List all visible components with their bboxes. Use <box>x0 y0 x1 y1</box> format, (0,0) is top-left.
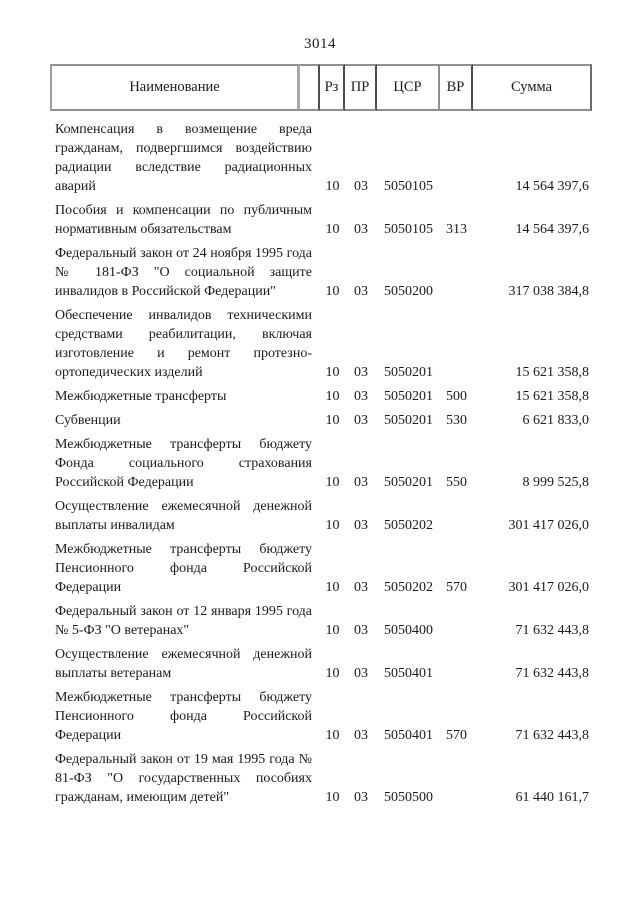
row-name-cell: Межбюджетные трансферты бюджету Фонда социального страхования Российской Федерации <box>55 437 312 490</box>
table-row <box>50 688 592 745</box>
row-sum-cell: 71 632 443,8 <box>515 666 589 681</box>
row-csr-cell: 5050200 <box>384 284 433 299</box>
row-sum-cell: 61 440 161,7 <box>515 790 589 805</box>
table-row <box>50 435 592 492</box>
table-row <box>50 602 592 640</box>
row-rz-cell: 10 <box>325 179 340 194</box>
row-name-cell: Федеральный закон от 12 января 1995 года № 5-ФЗ "О ветеранах" <box>55 604 312 638</box>
row-sum-cell: 14 564 397,6 <box>515 222 589 237</box>
row-name-cell: Межбюджетные трансферты <box>55 389 227 404</box>
row-pr-cell: 03 <box>354 580 368 595</box>
row-pr-cell: 03 <box>354 518 368 533</box>
row-name-cell: Межбюджетные трансферты бюджету Пенсионного фонда Российской Федерации <box>55 690 312 743</box>
row-vr-cell: 500 <box>446 389 467 404</box>
row-rz-cell: 10 <box>325 389 340 404</box>
header-vr: ВР <box>440 64 473 111</box>
row-pr-cell: 03 <box>354 179 368 194</box>
row-vr-cell: 550 <box>446 475 467 490</box>
row-rz-cell: 10 <box>325 623 340 638</box>
row-sum-cell: 6 621 833,0 <box>522 413 589 428</box>
row-sum-cell: 71 632 443,8 <box>515 728 589 743</box>
row-pr-cell: 03 <box>354 475 368 490</box>
table-row <box>50 201 592 239</box>
row-pr-cell: 03 <box>354 222 368 237</box>
row-name-cell: Осуществление ежемесячной денежной выплаты ветеранам <box>55 647 312 681</box>
row-csr-cell: 5050201 <box>384 413 433 428</box>
header-sum: Сумма <box>473 64 592 111</box>
row-name-cell: Компенсация в возмещение вреда гражданам, подвергшимся воздействию радиации вследствие радиационных аварий <box>55 122 312 194</box>
table-body <box>50 111 592 807</box>
row-name-cell: Субвенции <box>55 413 121 428</box>
row-rz-cell: 10 <box>325 222 340 237</box>
row-csr-cell: 5050105 <box>384 179 433 194</box>
row-rz-cell: 10 <box>325 580 340 595</box>
row-csr-cell: 5050401 <box>384 666 433 681</box>
page-number: 3014 <box>304 36 336 52</box>
row-csr-cell: 5050201 <box>384 475 433 490</box>
header-csr: ЦСР <box>377 64 440 111</box>
table-row <box>50 387 592 406</box>
table-row <box>50 497 592 535</box>
row-pr-cell: 03 <box>354 284 368 299</box>
row-csr-cell: 5050400 <box>384 623 433 638</box>
row-csr-cell: 5050105 <box>384 222 433 237</box>
row-sum-cell: 14 564 397,6 <box>515 179 589 194</box>
row-rz-cell: 10 <box>325 365 340 380</box>
row-sum-cell: 8 999 525,8 <box>522 475 589 490</box>
row-pr-cell: 03 <box>354 365 368 380</box>
row-vr-cell: 570 <box>446 728 467 743</box>
table-row <box>50 244 592 301</box>
header-spacer <box>300 64 320 111</box>
row-name-cell: Осуществление ежемесячной денежной выплаты инвалидам <box>55 499 312 533</box>
table-row <box>50 120 592 196</box>
header-pr: ПР <box>345 64 377 111</box>
row-pr-cell: 03 <box>354 389 368 404</box>
row-pr-cell: 03 <box>354 623 368 638</box>
row-name-cell: Федеральный закон от 24 ноября 1995 года № 181-ФЗ "О социальной защите инвалидов в Российской Федерации" <box>55 246 312 299</box>
row-rz-cell: 10 <box>325 728 340 743</box>
row-pr-cell: 03 <box>354 790 368 805</box>
table-row <box>50 411 592 430</box>
row-rz-cell: 10 <box>325 790 340 805</box>
row-name-cell: Межбюджетные трансферты бюджету Пенсионного фонда Российской Федерации <box>55 542 312 595</box>
header-rz: Рз <box>320 64 345 111</box>
row-vr-cell: 530 <box>446 413 467 428</box>
row-rz-cell: 10 <box>325 413 340 428</box>
table-header-row <box>50 64 592 111</box>
row-rz-cell: 10 <box>325 518 340 533</box>
row-csr-cell: 5050201 <box>384 365 433 380</box>
row-pr-cell: 03 <box>354 413 368 428</box>
table-row <box>50 306 592 382</box>
row-csr-cell: 5050202 <box>384 580 433 595</box>
header-name: Наименование <box>50 64 300 111</box>
row-csr-cell: 5050401 <box>384 728 433 743</box>
row-name-cell: Обеспечение инвалидов техническими средствами реабилитации, включая изготовление и ремонт протезно-ортопедических изделий <box>55 308 312 380</box>
row-sum-cell: 301 417 026,0 <box>508 518 589 533</box>
row-name-cell: Федеральный закон от 19 мая 1995 года № 81-ФЗ "О государственных пособиях гражданам, имеющим детей" <box>55 752 312 805</box>
row-sum-cell: 301 417 026,0 <box>508 580 589 595</box>
row-rz-cell: 10 <box>325 284 340 299</box>
row-sum-cell: 15 621 358,8 <box>515 365 589 380</box>
row-name-cell: Пособия и компенсации по публичным нормативным обязательствам <box>55 203 312 237</box>
row-csr-cell: 5050201 <box>384 389 433 404</box>
row-sum-cell: 71 632 443,8 <box>515 623 589 638</box>
row-pr-cell: 03 <box>354 728 368 743</box>
budget-table <box>50 64 592 807</box>
table-row <box>50 540 592 597</box>
row-rz-cell: 10 <box>325 475 340 490</box>
table-row <box>50 750 592 807</box>
row-pr-cell: 03 <box>354 666 368 681</box>
row-vr-cell: 313 <box>446 222 467 237</box>
row-sum-cell: 15 621 358,8 <box>515 389 589 404</box>
row-rz-cell: 10 <box>325 666 340 681</box>
row-vr-cell: 570 <box>446 580 467 595</box>
row-csr-cell: 5050202 <box>384 518 433 533</box>
row-csr-cell: 5050500 <box>384 790 433 805</box>
row-sum-cell: 317 038 384,8 <box>508 284 589 299</box>
table-row <box>50 645 592 683</box>
